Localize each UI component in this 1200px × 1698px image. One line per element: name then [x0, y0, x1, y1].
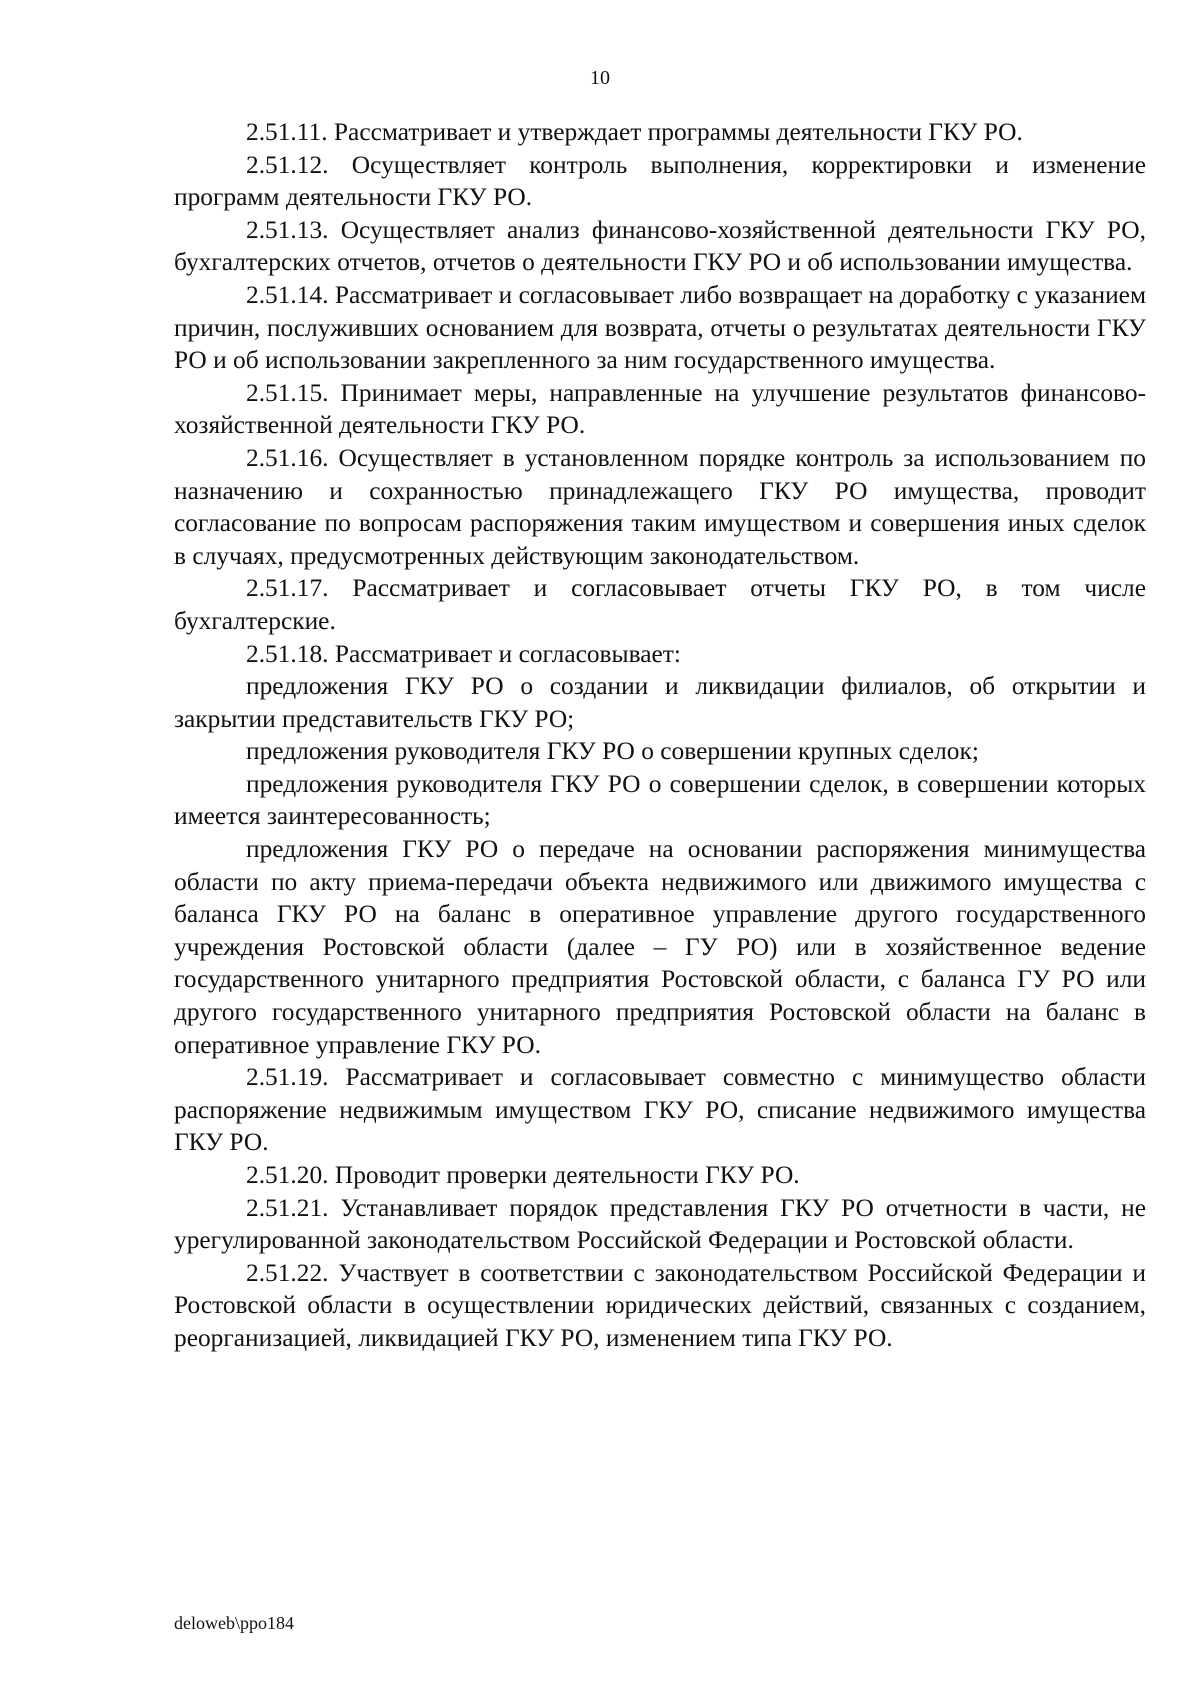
paragraph-2-51-21: 2.51.21. Устанавливает порядок представления ГКУ РО отчетности в части, не урегулированной законодательством Российской Федерации и Ростовской области.: [174, 1193, 1146, 1255]
paragraph-2-51-11: 2.51.11. Рассматривает и утверждает программы деятельности ГКУ РО.: [246, 118, 1023, 146]
list-item-property-transfer-proposal: предложения ГКУ РО о передаче на основании распоряжения минимущества области по акту приема-передачи объекта недвижимого или движимого имущества с баланса ГКУ РО на баланс в оперативное управление другого государственного учреждения Ростовской области (далее – ГУ РО) или в хозяйственное ведение государственного унитарного предприятия Ростовской области, с баланса ГУ РО или другого государственного унитарного предприятия Ростовской области на баланс в оперативное управление ГКУ РО.: [174, 835, 1146, 1059]
footer-document-code: deloweb\ppo184: [174, 1613, 294, 1633]
paragraph-2-51-16: 2.51.16. Осуществляет в установленном порядке контроль за использованием по назначению и сохранностью принадлежащего ГКУ РО имущества, проводит согласование по вопросам распоряжения таким имуществом и совершения иных сделок в случаях, предусмотренных действующим законодательством.: [174, 443, 1146, 570]
list-item-branches-proposal: предложения ГКУ РО о создании и ликвидации филиалов, об открытии и закрытии представительств ГКУ РО;: [174, 672, 1146, 733]
paragraph-2-51-18: 2.51.18. Рассматривает и согласовывает:: [246, 639, 681, 668]
list-item-interested-deals-proposal: предложения руководителя ГКУ РО о совершении сделок, в совершении которых имеется заинтересованность;: [174, 769, 1146, 831]
paragraph-2-51-12: 2.51.12. Осуществляет контроль выполнения, корректировки и изменение программ деятельности ГКУ РО.: [174, 150, 1146, 212]
paragraph-2-51-13: 2.51.13. Осуществляет анализ финансово-хозяйственной деятельности ГКУ РО, бухгалтерских отчетов, отчетов о деятельности ГКУ РО и об использовании имущества.: [174, 215, 1146, 277]
paragraph-2-51-22: 2.51.22. Участвует в соответствии с законодательством Российской Федерации и Ростовской области в осуществлении юридических действий, связанных с созданием, реорганизацией, ликвидацией ГКУ РО, изменением типа ГКУ РО.: [174, 1258, 1146, 1352]
list-item-major-deals-proposal: предложения руководителя ГКУ РО о совершении крупных сделок;: [246, 737, 979, 766]
paragraph-2-51-19: 2.51.19. Рассматривает и согласовывает совместно с минимущество области распоряжение недвижимым имуществом ГКУ РО, списание недвижимого имущества ГКУ РО.: [174, 1063, 1146, 1157]
paragraph-2-51-14: 2.51.14. Рассматривает и согласовывает либо возвращает на доработку с указанием причин, послуживших основанием для возврата, отчеты о результатах деятельности ГКУ РО и об использовании закрепленного за ним государственного имущества.: [174, 280, 1147, 375]
paragraph-2-51-15: 2.51.15. Принимает меры, направленные на улучшение результатов финансово-хозяйственной деятельности ГКУ РО.: [174, 378, 1146, 440]
paragraph-2-51-20: 2.51.20. Проводит проверки деятельности ГКУ РО.: [246, 1161, 800, 1189]
document-body: [174, 116, 1146, 1355]
paragraph-2-51-17: 2.51.17. Рассматривает и согласовывает отчеты ГКУ РО, в том числе бухгалтерские.: [174, 574, 1146, 635]
page-number: 10: [590, 67, 610, 89]
